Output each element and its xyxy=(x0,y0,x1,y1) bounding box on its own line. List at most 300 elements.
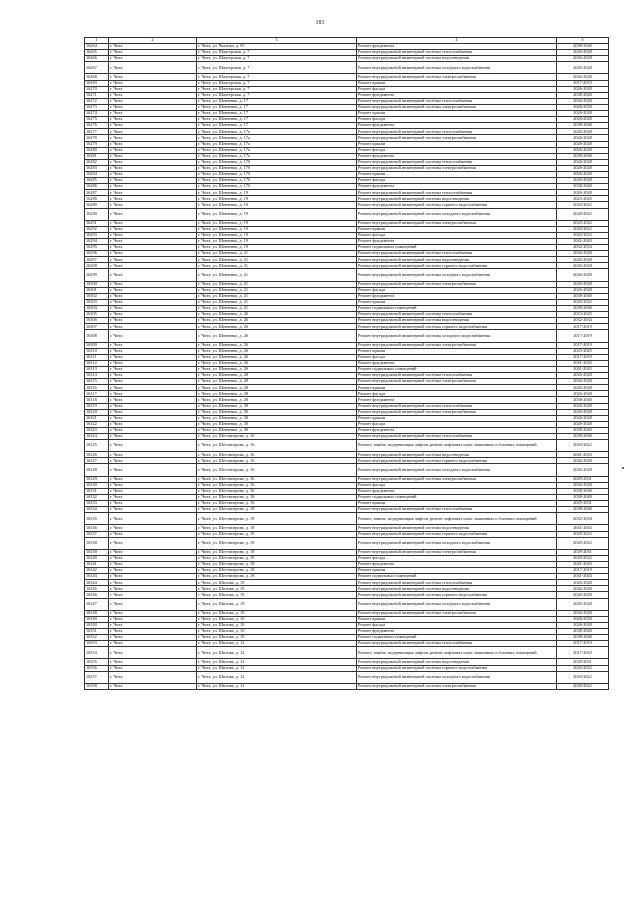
row-number-cell: 16347 xyxy=(85,598,109,610)
period-cell: 2020-2022 xyxy=(557,683,609,689)
period-cell: 2041-2043 xyxy=(557,574,609,580)
municipality-cell: г. Чита xyxy=(109,360,197,366)
address-cell: г. Чита, ул. Шевченко, д. 30 xyxy=(197,421,357,427)
municipality-cell: г. Чита xyxy=(109,80,197,86)
row-number-cell: 16282 xyxy=(85,159,109,165)
period-cell: 2038-2040 xyxy=(557,123,609,129)
municipality-cell: г. Чита xyxy=(109,184,197,190)
period-cell: 2038-2040 xyxy=(557,306,609,312)
municipality-cell: г. Чита xyxy=(109,616,197,622)
municipality-cell: г. Чита xyxy=(109,117,197,123)
row-number-cell: 16279 xyxy=(85,141,109,147)
row-number-cell: 16308 xyxy=(85,330,109,342)
row-number-cell: 16351 xyxy=(85,629,109,635)
address-cell: г. Чита, ул. Шевченко, д. 28 xyxy=(197,373,357,379)
period-cell: 2020-2022 xyxy=(557,440,609,452)
row-number-cell: 16335 xyxy=(85,513,109,525)
row-number-cell: 16289 xyxy=(85,202,109,208)
address-cell: г. Чита, ул. Шевченко, д. 17а xyxy=(197,135,357,141)
period-cell: 2041-2043 xyxy=(557,239,609,245)
row-number-cell: 16319 xyxy=(85,403,109,409)
row-number-cell: 16270 xyxy=(85,86,109,92)
municipality-cell: г. Чита xyxy=(109,306,197,312)
address-cell: г. Чита, ул. Шевченко, д. 19 xyxy=(197,220,357,226)
municipality-cell: г. Чита xyxy=(109,141,197,147)
period-cell: 2026-2028 xyxy=(557,458,609,464)
address-cell: г. Чита, ул. Шевченко, д. 28 xyxy=(197,397,357,403)
address-cell: г. Чита, ул. Шевченко, д. 26 xyxy=(197,324,357,330)
work-type-cell: Ремонт фасада xyxy=(357,117,557,123)
municipality-cell: г. Чита xyxy=(109,330,197,342)
address-cell: г. Чита, ул. Шилова, д. 10 xyxy=(197,629,357,635)
address-cell: г. Чита, ул. Шевченко, д. 30 xyxy=(197,403,357,409)
municipality-cell: г. Чита xyxy=(109,208,197,220)
address-cell: г. Чита, ул. Шестиперова, д. 16 xyxy=(197,494,357,500)
row-number-cell: 16340 xyxy=(85,555,109,561)
period-cell: 2029-2031 xyxy=(557,549,609,555)
address-cell: г. Чита, ул. Шевченко, д. 21 xyxy=(197,293,357,299)
period-cell: 2038-2040 xyxy=(557,488,609,494)
work-type-cell: Ремонт подвальных помещений xyxy=(357,635,557,641)
period-cell: 2020-2022 xyxy=(557,555,609,561)
period-cell: 2020-2022 xyxy=(557,202,609,208)
row-number-cell: 16307 xyxy=(85,324,109,330)
period-cell: 2026-2028 xyxy=(557,104,609,110)
address-cell: г. Чита, ул. Шевченко, д. 17б xyxy=(197,171,357,177)
work-type-cell: Ремонт внутридомовой инженерной системы горячего водоснабжения xyxy=(357,458,557,464)
period-cell: 2026-2028 xyxy=(557,56,609,62)
period-cell: 2032-2034 xyxy=(557,245,609,251)
row-number-cell: 16290 xyxy=(85,208,109,220)
address-cell: г. Чита, ул. Шахтерская, д. 7 xyxy=(197,56,357,62)
period-cell: 2026-2028 xyxy=(557,117,609,123)
municipality-cell: г. Чита xyxy=(109,610,197,616)
address-cell: г. Чита, ул. Шевченко, д. 21 xyxy=(197,251,357,257)
row-number-cell: 16342 xyxy=(85,568,109,574)
address-cell: г. Чита, ул. Шестиперова, д. 18 xyxy=(197,525,357,531)
period-cell: 2023-2025 xyxy=(557,312,609,318)
period-cell: 2017-2019 xyxy=(557,324,609,330)
address-cell: г. Чита, ул. Шевченко, д. 17а xyxy=(197,153,357,159)
work-type-cell: Ремонт внутридомовой инженерной системы теплоснабжения xyxy=(357,641,557,647)
work-type-cell: Ремонт крыши xyxy=(357,616,557,622)
work-type-cell: Ремонт внутридомовой инженерной системы водоотведения xyxy=(357,586,557,592)
municipality-cell: г. Чита xyxy=(109,104,197,110)
municipality-cell: г. Чита xyxy=(109,568,197,574)
work-type-cell: Ремонт внутридомовой инженерной системы водоотведения xyxy=(357,318,557,324)
address-cell: г. Чита, ул. Шевченко, д. 17 xyxy=(197,98,357,104)
address-cell: г. Чита, ул. Шахтерская, д. 7 xyxy=(197,74,357,80)
header-col-5: 5 xyxy=(557,38,609,44)
row-number-cell: 16350 xyxy=(85,622,109,628)
period-cell: 2026-2028 xyxy=(557,129,609,135)
address-cell: г. Чита, ул. Шахтерская, д. 7 xyxy=(197,62,357,74)
period-cell: 2026-2028 xyxy=(557,421,609,427)
work-type-cell: Ремонт внутридомовой инженерной системы теплоснабжения xyxy=(357,129,557,135)
municipality-cell: г. Чита xyxy=(109,525,197,531)
row-number-cell: 16283 xyxy=(85,165,109,171)
address-cell: г. Чита, ул. Шевченко, д. 26 xyxy=(197,348,357,354)
municipality-cell: г. Чита xyxy=(109,354,197,360)
table-row xyxy=(85,464,609,476)
row-number-cell: 16311 xyxy=(85,354,109,360)
period-cell: 2026-2028 xyxy=(557,74,609,80)
row-number-cell: 16341 xyxy=(85,561,109,567)
municipality-cell: г. Чита xyxy=(109,549,197,555)
address-cell: г. Чита, ул. Шевченко, д. 19 xyxy=(197,196,357,202)
work-type-cell: Ремонт подвальных помещений xyxy=(357,366,557,372)
row-number-cell: 16265 xyxy=(85,50,109,56)
address-cell: г. Чита, ул. Шилова, д. 10 xyxy=(197,635,357,641)
work-type-cell: Ремонт подвальных помещений xyxy=(357,574,557,580)
work-type-cell: Ремонт, замена, модернизация лифтов, ремонт лифтовых шахт, машинных и блочных помещений xyxy=(357,440,557,452)
work-type-cell: Ремонт фасада xyxy=(357,622,557,628)
municipality-cell: г. Чита xyxy=(109,50,197,56)
header-col-3: 3 xyxy=(197,38,357,44)
work-type-cell: Ремонт внутридомовой инженерной системы водоотведения xyxy=(357,525,557,531)
period-cell: 2026-2028 xyxy=(557,373,609,379)
address-cell: г. Чита, ул. Шестиперова, д. 16 xyxy=(197,452,357,458)
work-type-cell: Ремонт внутридомовой инженерной системы водоотведения xyxy=(357,452,557,458)
row-number-cell: 16323 xyxy=(85,427,109,433)
work-type-cell: Ремонт внутридомовой инженерной системы горячего водоснабжения xyxy=(357,324,557,330)
period-cell: 2023-2025 xyxy=(557,348,609,354)
period-cell: 2026-2028 xyxy=(557,141,609,147)
work-type-cell: Ремонт, замена, модернизация лифтов, ремонт лифтовых шахт, машинных и блочных помещений xyxy=(357,513,557,525)
municipality-cell: г. Чита xyxy=(109,147,197,153)
work-type-cell: Ремонт внутридомовой инженерной системы электроснабжения xyxy=(357,683,557,689)
row-number-cell: 16291 xyxy=(85,220,109,226)
address-cell: г. Чита, ул. Шевченко, д. 21 xyxy=(197,281,357,287)
work-type-cell: Ремонт фасада xyxy=(357,555,557,561)
period-cell: 2026-2028 xyxy=(557,379,609,385)
row-number-cell: 16348 xyxy=(85,610,109,616)
row-number-cell: 16292 xyxy=(85,226,109,232)
municipality-cell: г. Чита xyxy=(109,555,197,561)
period-cell: 2026-2028 xyxy=(557,178,609,184)
work-type-cell: Ремонт крыши xyxy=(357,171,557,177)
row-number-cell: 16293 xyxy=(85,232,109,238)
work-type-cell: Ремонт фундамента xyxy=(357,153,557,159)
work-type-cell: Ремонт внутридомовой инженерной системы водоотведения xyxy=(357,196,557,202)
address-cell: г. Чита, ул. Шестиперова, д. 16 xyxy=(197,458,357,464)
period-cell: 2020-2022 xyxy=(557,671,609,683)
table-row xyxy=(85,269,609,281)
row-number-cell: 16299 xyxy=(85,269,109,281)
header-col-2: 2 xyxy=(109,38,197,44)
work-type-cell: Ремонт внутридомовой инженерной системы горячего водоснабжения xyxy=(357,263,557,269)
address-cell: г. Чита, ул. Шилова, д. 10 xyxy=(197,616,357,622)
table-row xyxy=(85,683,609,689)
address-cell: г. Чита, ул. Шестиперова, д. 16 xyxy=(197,464,357,476)
municipality-cell: г. Чита xyxy=(109,135,197,141)
address-cell: г. Чита, ул. Шевченко, д. 28 xyxy=(197,391,357,397)
period-cell: 2026-2028 xyxy=(557,409,609,415)
period-cell: 2020-2022 xyxy=(557,299,609,305)
address-cell: г. Чита, ул. Шевченко, д. 17а xyxy=(197,147,357,153)
period-cell: 2026-2028 xyxy=(557,111,609,117)
period-cell: 2017-2019 xyxy=(557,330,609,342)
work-type-cell: Ремонт фасада xyxy=(357,421,557,427)
municipality-cell: г. Чита xyxy=(109,482,197,488)
address-cell: г. Чита, ул. Шестиперова, д. 18 xyxy=(197,574,357,580)
period-cell: 2026-2028 xyxy=(557,251,609,257)
address-cell: г. Чита, ул. Шахтерская, д. 7 xyxy=(197,50,357,56)
period-cell: 2038-2040 xyxy=(557,92,609,98)
work-type-cell: Ремонт крыши xyxy=(357,226,557,232)
address-cell: г. Чита, ул. Шевченко, д. 21 xyxy=(197,299,357,305)
municipality-cell: г. Чита xyxy=(109,226,197,232)
table-row xyxy=(85,440,609,452)
address-cell: г. Чита, ул. Шевченко, д. 17б xyxy=(197,159,357,165)
municipality-cell: г. Чита xyxy=(109,421,197,427)
work-type-cell: Ремонт фасада xyxy=(357,178,557,184)
municipality-cell: г. Чита xyxy=(109,385,197,391)
address-cell: г. Чита, ул. Шестиперова, д. 18 xyxy=(197,531,357,537)
work-type-cell: Ремонт внутридомовой инженерной системы теплоснабжения xyxy=(357,312,557,318)
period-cell: 2026-2028 xyxy=(557,385,609,391)
work-type-cell: Ремонт внутридомовой инженерной системы холодного водоснабжения xyxy=(357,671,557,683)
period-cell: 2023-2025 xyxy=(557,196,609,202)
municipality-cell: г. Чита xyxy=(109,458,197,464)
address-cell: г. Чита, ул. Шевченко, д. 30 xyxy=(197,415,357,421)
period-cell: 2026-2028 xyxy=(557,415,609,421)
address-cell: г. Чита, ул. Шилова, д. 12 xyxy=(197,683,357,689)
municipality-cell: г. Чита xyxy=(109,239,197,245)
row-number-cell: 16321 xyxy=(85,415,109,421)
table-body xyxy=(85,44,609,690)
work-type-cell: Ремонт внутридомовой инженерной системы горячего водоснабжения xyxy=(357,202,557,208)
row-number-cell: 16306 xyxy=(85,318,109,324)
work-type-cell: Ремонт внутридомовой инженерной системы теплоснабжения xyxy=(357,373,557,379)
work-type-cell: Ремонт внутридомовой инженерной системы электроснабжения xyxy=(357,104,557,110)
period-cell: 2029-2031 xyxy=(557,659,609,665)
work-type-cell: Ремонт внутридомовой инженерной системы горячего водоснабжения xyxy=(357,592,557,598)
work-type-cell: Ремонт внутридомовой инженерной системы электроснабжения xyxy=(357,342,557,348)
row-number-cell: 16339 xyxy=(85,549,109,555)
work-type-cell: Ремонт фундамента xyxy=(357,427,557,433)
work-type-cell: Ремонт крыши xyxy=(357,111,557,117)
row-number-cell: 16276 xyxy=(85,123,109,129)
row-number-cell: 16268 xyxy=(85,74,109,80)
work-type-cell: Ремонт крыши xyxy=(357,348,557,354)
row-number-cell: 16305 xyxy=(85,312,109,318)
work-type-cell: Ремонт внутридомовой инженерной системы электроснабжения xyxy=(357,74,557,80)
work-type-cell: Ремонт фасада xyxy=(357,147,557,153)
row-number-cell: 16315 xyxy=(85,379,109,385)
work-type-cell: Ремонт фундамента xyxy=(357,92,557,98)
row-number-cell: 16354 xyxy=(85,647,109,659)
work-type-cell: Ремонт внутридомовой инженерной системы водоотведения xyxy=(357,257,557,263)
row-number-cell: 16344 xyxy=(85,580,109,586)
work-type-cell: Ремонт подвальных помещений xyxy=(357,245,557,251)
work-type-cell: Ремонт крыши xyxy=(357,80,557,86)
work-type-cell: Ремонт внутридомовой инженерной системы теплоснабжения xyxy=(357,403,557,409)
row-number-cell: 16349 xyxy=(85,616,109,622)
period-cell: 2026-2028 xyxy=(557,98,609,104)
period-cell: 2026-2028 xyxy=(557,171,609,177)
address-cell: г. Чита, ул. Шевченко, д. 26 xyxy=(197,354,357,360)
address-cell: г. Чита, ул. Шестиперова, д. 16 xyxy=(197,434,357,440)
address-cell: г. Чита, ул. Шевченко, д. 17а xyxy=(197,129,357,135)
work-type-cell: Ремонт внутридомовой инженерной системы холодного водоснабжения xyxy=(357,208,557,220)
municipality-cell: г. Чита xyxy=(109,488,197,494)
row-number-cell: 16352 xyxy=(85,635,109,641)
work-type-cell: Ремонт внутридомовой инженерной системы водоотведения xyxy=(357,56,557,62)
municipality-cell: г. Чита xyxy=(109,373,197,379)
period-cell: 2038-2040 xyxy=(557,44,609,50)
row-number-cell: 16345 xyxy=(85,586,109,592)
period-cell: 2038-2040 xyxy=(557,184,609,190)
municipality-cell: г. Чита xyxy=(109,452,197,458)
municipality-cell: г. Чита xyxy=(109,391,197,397)
period-cell: 2017-2019 xyxy=(557,568,609,574)
period-cell: 2020-2022 xyxy=(557,208,609,220)
work-type-cell: Ремонт внутридомовой инженерной системы теплоснабжения xyxy=(357,434,557,440)
municipality-cell: г. Чита xyxy=(109,159,197,165)
row-number-cell: 16286 xyxy=(85,184,109,190)
work-type-cell: Ремонт внутридомовой инженерной системы теплоснабжения xyxy=(357,507,557,513)
row-number-cell: 16328 xyxy=(85,464,109,476)
work-type-cell: Ремонт внутридомовой инженерной системы электроснабжения xyxy=(357,610,557,616)
address-cell: г. Чита, ул. Шестиперова, д. 18 xyxy=(197,555,357,561)
work-type-cell: Ремонт крыши xyxy=(357,141,557,147)
row-number-cell: 16303 xyxy=(85,299,109,305)
municipality-cell: г. Чита xyxy=(109,476,197,482)
municipality-cell: г. Чита xyxy=(109,671,197,683)
work-type-cell: Ремонт фундамента xyxy=(357,293,557,299)
row-number-cell: 16275 xyxy=(85,117,109,123)
address-cell: г. Чита, ул. Шевченко, д. 30 xyxy=(197,427,357,433)
work-type-cell: Ремонт фундамента xyxy=(357,561,557,567)
municipality-cell: г. Чита xyxy=(109,202,197,208)
municipality-cell: г. Чита xyxy=(109,232,197,238)
municipality-cell: г. Чита xyxy=(109,683,197,689)
work-type-cell: Ремонт фундамента xyxy=(357,239,557,245)
table-row xyxy=(85,513,609,525)
address-cell: г. Чита, ул. Шилова, д. 19 xyxy=(197,598,357,610)
address-cell: г. Чита, ул. Шевченко, д. 26 xyxy=(197,342,357,348)
period-cell: 2026-2028 xyxy=(557,586,609,592)
table-row xyxy=(85,647,609,659)
table-row xyxy=(85,208,609,220)
period-cell: 2026-2028 xyxy=(557,391,609,397)
row-number-cell: 16334 xyxy=(85,507,109,513)
work-type-cell: Ремонт внутридомовой инженерной системы электроснабжения xyxy=(357,220,557,226)
municipality-cell: г. Чита xyxy=(109,342,197,348)
municipality-cell: г. Чита xyxy=(109,312,197,318)
row-number-cell: 16269 xyxy=(85,80,109,86)
municipality-cell: г. Чита xyxy=(109,98,197,104)
work-type-cell: Ремонт крыши xyxy=(357,415,557,421)
work-type-cell: Ремонт внутридомовой инженерной системы холодного водоснабжения xyxy=(357,537,557,549)
municipality-cell: г. Чита xyxy=(109,659,197,665)
period-cell: 2041-2043 xyxy=(557,452,609,458)
address-cell: г. Чита, ул. Шилова, д. 19 xyxy=(197,580,357,586)
address-cell: г. Чита, ул. Шестиперова, д. 16 xyxy=(197,488,357,494)
row-number-cell: 16277 xyxy=(85,129,109,135)
work-type-cell: Ремонт внутридомовой инженерной системы электроснабжения xyxy=(357,476,557,482)
work-type-cell: Ремонт подвальных помещений xyxy=(357,306,557,312)
period-cell: 2038-2040 xyxy=(557,507,609,513)
address-cell: г. Чита, ул. Шестиперова, д. 18 xyxy=(197,537,357,549)
period-cell: 2026-2028 xyxy=(557,403,609,409)
work-type-cell: Ремонт внутридомовой инженерной системы электроснабжения xyxy=(357,379,557,385)
row-number-cell: 16267 xyxy=(85,62,109,74)
row-number-cell: 16313 xyxy=(85,366,109,372)
municipality-cell: г. Чита xyxy=(109,220,197,226)
municipality-cell: г. Чита xyxy=(109,281,197,287)
period-cell: 2026-2028 xyxy=(557,135,609,141)
period-cell: 2041-2043 xyxy=(557,525,609,531)
row-number-cell: 16285 xyxy=(85,178,109,184)
work-type-cell: Ремонт фасада xyxy=(357,482,557,488)
period-cell: 2029-2031 xyxy=(557,476,609,482)
table-row xyxy=(85,330,609,342)
address-cell: г. Чита, ул. Шевченко, д. 26 xyxy=(197,330,357,342)
municipality-cell: г. Чита xyxy=(109,397,197,403)
row-number-cell: 16330 xyxy=(85,482,109,488)
row-number-cell: 16356 xyxy=(85,665,109,671)
row-number-cell: 16284 xyxy=(85,171,109,177)
municipality-cell: г. Чита xyxy=(109,324,197,330)
address-cell: г. Чита, ул. Шевченко, д. 17 xyxy=(197,123,357,129)
period-cell: 2020-2022 xyxy=(557,531,609,537)
work-type-cell: Ремонт внутридомовой инженерной системы электроснабжения xyxy=(357,549,557,555)
address-cell: г. Чита, ул. Шевченко, д. 19 xyxy=(197,208,357,220)
municipality-cell: г. Чита xyxy=(109,92,197,98)
table-row xyxy=(85,671,609,683)
row-number-cell: 16271 xyxy=(85,92,109,98)
municipality-cell: г. Чита xyxy=(109,123,197,129)
row-number-cell: 16298 xyxy=(85,263,109,269)
row-number-cell: 16343 xyxy=(85,574,109,580)
municipality-cell: г. Чита xyxy=(109,44,197,50)
row-number-cell: 16329 xyxy=(85,476,109,482)
row-number-cell: 16300 xyxy=(85,281,109,287)
municipality-cell: г. Чита xyxy=(109,153,197,159)
municipality-cell: г. Чита xyxy=(109,196,197,202)
address-cell: г. Чита, ул. Шевченко, д. 19 xyxy=(197,239,357,245)
period-cell: 2026-2028 xyxy=(557,622,609,628)
period-cell: 2020-2022 xyxy=(557,220,609,226)
address-cell: г. Чита, ул. Шевченко, д. 26 xyxy=(197,360,357,366)
municipality-cell: г. Чита xyxy=(109,86,197,92)
period-cell: 2026-2028 xyxy=(557,610,609,616)
municipality-cell: г. Чита xyxy=(109,665,197,671)
address-cell: г. Чита, ул. Шестиперова, д. 16 xyxy=(197,482,357,488)
work-type-cell: Ремонт внутридомовой инженерной системы теплоснабжения xyxy=(357,50,557,56)
period-cell: 2026-2028 xyxy=(557,592,609,598)
address-cell: г. Чита, ул. Чкалова, д. 95 xyxy=(197,44,357,50)
period-cell: 2032-2034 xyxy=(557,513,609,525)
row-number-cell: 16358 xyxy=(85,683,109,689)
row-number-cell: 16294 xyxy=(85,239,109,245)
address-cell: г. Чита, ул. Шевченко, д. 21 xyxy=(197,269,357,281)
municipality-cell: г. Чита xyxy=(109,287,197,293)
municipality-cell: г. Чита xyxy=(109,513,197,525)
row-number-cell: 16314 xyxy=(85,373,109,379)
row-number-cell: 16333 xyxy=(85,501,109,507)
address-cell: г. Чита, ул. Шестиперова, д. 16 xyxy=(197,440,357,452)
municipality-cell: г. Чита xyxy=(109,598,197,610)
municipality-cell: г. Чита xyxy=(109,251,197,257)
municipality-cell: г. Чита xyxy=(109,531,197,537)
row-number-cell: 16317 xyxy=(85,391,109,397)
address-cell: г. Чита, ул. Шевченко, д. 21 xyxy=(197,306,357,312)
address-cell: г. Чита, ул. Шевченко, д. 28 xyxy=(197,379,357,385)
address-cell: г. Чита, ул. Шестиперова, д. 18 xyxy=(197,568,357,574)
